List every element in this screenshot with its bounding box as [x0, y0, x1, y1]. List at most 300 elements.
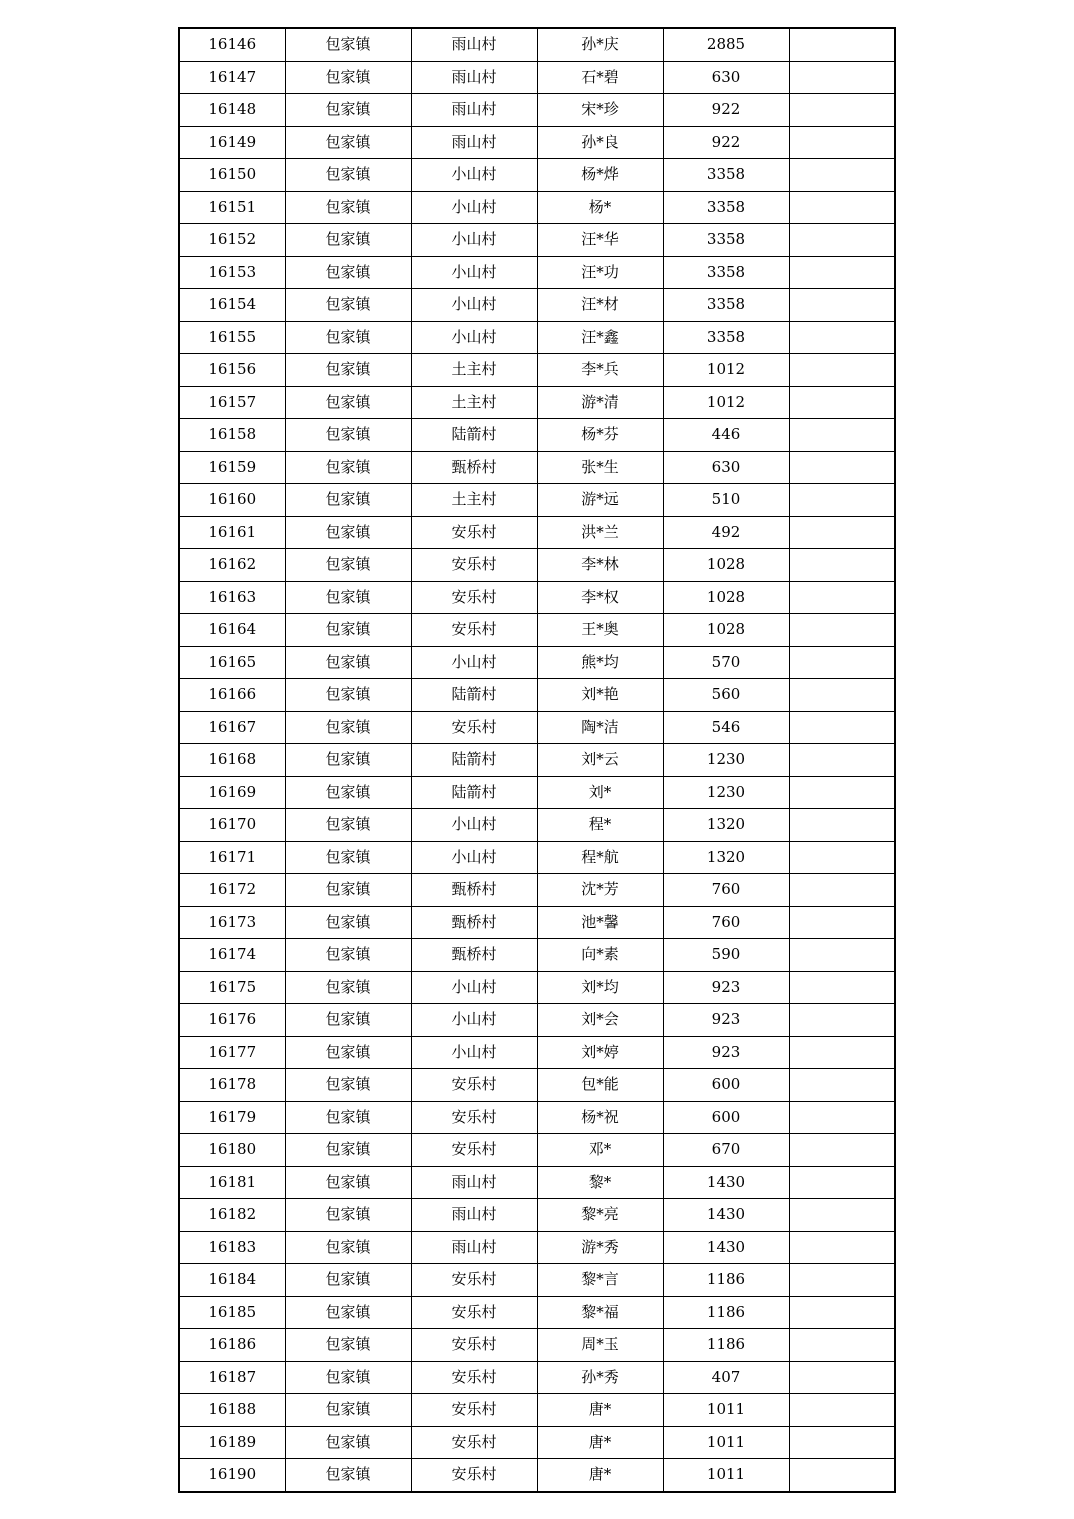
remark-cell — [789, 1166, 895, 1199]
amount-cell: 1186 — [663, 1329, 789, 1362]
remark-cell — [789, 776, 895, 809]
village-cell: 小山村 — [411, 809, 537, 842]
remark-cell — [789, 581, 895, 614]
village-cell: 小山村 — [411, 1036, 537, 1069]
village-cell: 雨山村 — [411, 94, 537, 127]
remark-cell — [789, 126, 895, 159]
town-cell: 包家镇 — [285, 256, 411, 289]
village-cell: 安乐村 — [411, 614, 537, 647]
name-cell: 黎* — [537, 1166, 663, 1199]
town-cell: 包家镇 — [285, 1361, 411, 1394]
table-row — [179, 1101, 895, 1134]
name-cell: 孙*良 — [537, 126, 663, 159]
town-cell: 包家镇 — [285, 711, 411, 744]
amount-cell: 1186 — [663, 1264, 789, 1297]
amount-cell: 3358 — [663, 289, 789, 322]
name-cell: 杨*芬 — [537, 419, 663, 452]
row-number-cell: 16167 — [179, 711, 285, 744]
name-cell: 汪*材 — [537, 289, 663, 322]
amount-cell: 3358 — [663, 256, 789, 289]
amount-cell: 1011 — [663, 1426, 789, 1459]
row-number-cell: 16189 — [179, 1426, 285, 1459]
row-number-cell: 16160 — [179, 484, 285, 517]
row-number-cell: 16186 — [179, 1329, 285, 1362]
village-cell: 小山村 — [411, 841, 537, 874]
village-cell: 土主村 — [411, 354, 537, 387]
town-cell: 包家镇 — [285, 191, 411, 224]
town-cell: 包家镇 — [285, 126, 411, 159]
table-row — [179, 159, 895, 192]
village-cell: 雨山村 — [411, 1199, 537, 1232]
table-row — [179, 1426, 895, 1459]
name-cell: 刘*云 — [537, 744, 663, 777]
amount-cell: 670 — [663, 1134, 789, 1167]
amount-cell: 923 — [663, 1004, 789, 1037]
village-cell: 小山村 — [411, 971, 537, 1004]
amount-cell: 600 — [663, 1069, 789, 1102]
remark-cell — [789, 516, 895, 549]
row-number-cell: 16178 — [179, 1069, 285, 1102]
town-cell: 包家镇 — [285, 484, 411, 517]
name-cell: 汪*华 — [537, 224, 663, 257]
row-number-cell: 16171 — [179, 841, 285, 874]
village-cell: 安乐村 — [411, 549, 537, 582]
remark-cell — [789, 289, 895, 322]
row-number-cell: 16173 — [179, 906, 285, 939]
town-cell: 包家镇 — [285, 1426, 411, 1459]
name-cell: 沈*芳 — [537, 874, 663, 907]
town-cell: 包家镇 — [285, 744, 411, 777]
village-cell: 雨山村 — [411, 61, 537, 94]
village-cell: 安乐村 — [411, 1426, 537, 1459]
table-row — [179, 809, 895, 842]
row-number-cell: 16155 — [179, 321, 285, 354]
village-cell: 小山村 — [411, 191, 537, 224]
row-number-cell: 16158 — [179, 419, 285, 452]
town-cell: 包家镇 — [285, 1231, 411, 1264]
table-row — [179, 1296, 895, 1329]
table-row — [179, 1329, 895, 1362]
town-cell: 包家镇 — [285, 906, 411, 939]
remark-cell — [789, 1069, 895, 1102]
village-cell: 小山村 — [411, 289, 537, 322]
town-cell: 包家镇 — [285, 1036, 411, 1069]
village-cell: 土主村 — [411, 484, 537, 517]
town-cell: 包家镇 — [285, 1394, 411, 1427]
village-cell: 陆箭村 — [411, 419, 537, 452]
name-cell: 程* — [537, 809, 663, 842]
table-row — [179, 289, 895, 322]
amount-cell: 1320 — [663, 809, 789, 842]
name-cell: 杨* — [537, 191, 663, 224]
name-cell: 李*林 — [537, 549, 663, 582]
amount-cell: 600 — [663, 1101, 789, 1134]
amount-cell: 630 — [663, 61, 789, 94]
row-number-cell: 16174 — [179, 939, 285, 972]
name-cell: 洪*兰 — [537, 516, 663, 549]
village-cell: 小山村 — [411, 159, 537, 192]
row-number-cell: 16150 — [179, 159, 285, 192]
table-row — [179, 191, 895, 224]
table-row — [179, 1361, 895, 1394]
name-cell: 汪*功 — [537, 256, 663, 289]
row-number-cell: 16177 — [179, 1036, 285, 1069]
remark-cell — [789, 451, 895, 484]
name-cell: 周*玉 — [537, 1329, 663, 1362]
amount-cell: 560 — [663, 679, 789, 712]
town-cell: 包家镇 — [285, 94, 411, 127]
village-cell: 安乐村 — [411, 1069, 537, 1102]
table-row — [179, 971, 895, 1004]
amount-cell: 922 — [663, 94, 789, 127]
row-number-cell: 16185 — [179, 1296, 285, 1329]
table-row — [179, 1199, 895, 1232]
amount-cell: 1186 — [663, 1296, 789, 1329]
row-number-cell: 16176 — [179, 1004, 285, 1037]
amount-cell: 590 — [663, 939, 789, 972]
table-row — [179, 126, 895, 159]
row-number-cell: 16182 — [179, 1199, 285, 1232]
town-cell: 包家镇 — [285, 939, 411, 972]
row-number-cell: 16190 — [179, 1459, 285, 1492]
remark-cell — [789, 159, 895, 192]
row-number-cell: 16166 — [179, 679, 285, 712]
remark-cell — [789, 386, 895, 419]
amount-cell: 1028 — [663, 549, 789, 582]
town-cell: 包家镇 — [285, 1199, 411, 1232]
name-cell: 邓* — [537, 1134, 663, 1167]
table-row — [179, 776, 895, 809]
name-cell: 宋*珍 — [537, 94, 663, 127]
name-cell: 池*馨 — [537, 906, 663, 939]
remark-cell — [789, 1296, 895, 1329]
table-row — [179, 939, 895, 972]
table-row — [179, 549, 895, 582]
remark-cell — [789, 874, 895, 907]
remark-cell — [789, 1426, 895, 1459]
town-cell: 包家镇 — [285, 549, 411, 582]
village-cell: 小山村 — [411, 1004, 537, 1037]
town-cell: 包家镇 — [285, 419, 411, 452]
table-row — [179, 354, 895, 387]
remark-cell — [789, 1231, 895, 1264]
name-cell: 孙*秀 — [537, 1361, 663, 1394]
table-row — [179, 1394, 895, 1427]
village-cell: 小山村 — [411, 646, 537, 679]
row-number-cell: 16165 — [179, 646, 285, 679]
amount-cell: 510 — [663, 484, 789, 517]
amount-cell: 546 — [663, 711, 789, 744]
village-cell: 安乐村 — [411, 1134, 537, 1167]
town-cell: 包家镇 — [285, 646, 411, 679]
row-number-cell: 16172 — [179, 874, 285, 907]
amount-cell: 446 — [663, 419, 789, 452]
amount-cell: 1011 — [663, 1459, 789, 1492]
row-number-cell: 16161 — [179, 516, 285, 549]
row-number-cell: 16156 — [179, 354, 285, 387]
village-cell: 雨山村 — [411, 1231, 537, 1264]
row-number-cell: 16146 — [179, 28, 285, 61]
town-cell: 包家镇 — [285, 809, 411, 842]
remark-cell — [789, 1004, 895, 1037]
remark-cell — [789, 744, 895, 777]
table-row — [179, 224, 895, 257]
amount-cell: 1430 — [663, 1166, 789, 1199]
table-row — [179, 1069, 895, 1102]
table-row — [179, 614, 895, 647]
name-cell: 李*兵 — [537, 354, 663, 387]
town-cell: 包家镇 — [285, 386, 411, 419]
town-cell: 包家镇 — [285, 971, 411, 1004]
amount-cell: 1230 — [663, 744, 789, 777]
table-row — [179, 874, 895, 907]
remark-cell — [789, 484, 895, 517]
name-cell: 黎*福 — [537, 1296, 663, 1329]
amount-cell: 1012 — [663, 354, 789, 387]
town-cell: 包家镇 — [285, 516, 411, 549]
row-number-cell: 16154 — [179, 289, 285, 322]
amount-cell: 922 — [663, 126, 789, 159]
table-row — [179, 451, 895, 484]
table-row — [179, 1036, 895, 1069]
remark-cell — [789, 256, 895, 289]
remark-cell — [789, 841, 895, 874]
name-cell: 唐* — [537, 1394, 663, 1427]
village-cell: 陆箭村 — [411, 679, 537, 712]
village-cell: 安乐村 — [411, 1361, 537, 1394]
name-cell: 黎*言 — [537, 1264, 663, 1297]
town-cell: 包家镇 — [285, 321, 411, 354]
village-cell: 安乐村 — [411, 711, 537, 744]
village-cell: 雨山村 — [411, 126, 537, 159]
remark-cell — [789, 1459, 895, 1492]
row-number-cell: 16175 — [179, 971, 285, 1004]
remark-cell — [789, 711, 895, 744]
town-cell: 包家镇 — [285, 1166, 411, 1199]
amount-cell: 1028 — [663, 581, 789, 614]
row-number-cell: 16162 — [179, 549, 285, 582]
table-row — [179, 386, 895, 419]
village-cell: 安乐村 — [411, 516, 537, 549]
remark-cell — [789, 971, 895, 1004]
amount-cell: 1012 — [663, 386, 789, 419]
row-number-cell: 16179 — [179, 1101, 285, 1134]
remark-cell — [789, 354, 895, 387]
table-row — [179, 516, 895, 549]
amount-cell: 3358 — [663, 224, 789, 257]
village-cell: 安乐村 — [411, 1394, 537, 1427]
table-row — [179, 28, 895, 61]
village-cell: 安乐村 — [411, 1459, 537, 1492]
row-number-cell: 16181 — [179, 1166, 285, 1199]
name-cell: 杨*烨 — [537, 159, 663, 192]
town-cell: 包家镇 — [285, 1069, 411, 1102]
row-number-cell: 16188 — [179, 1394, 285, 1427]
remark-cell — [789, 1361, 895, 1394]
town-cell: 包家镇 — [285, 1004, 411, 1037]
remark-cell — [789, 191, 895, 224]
remark-cell — [789, 646, 895, 679]
table-row — [179, 841, 895, 874]
name-cell: 游*秀 — [537, 1231, 663, 1264]
amount-cell: 2885 — [663, 28, 789, 61]
row-number-cell: 16187 — [179, 1361, 285, 1394]
town-cell: 包家镇 — [285, 1134, 411, 1167]
village-cell: 小山村 — [411, 321, 537, 354]
village-cell: 安乐村 — [411, 1101, 537, 1134]
row-number-cell: 16149 — [179, 126, 285, 159]
village-cell: 陆箭村 — [411, 744, 537, 777]
village-cell: 甄桥村 — [411, 874, 537, 907]
name-cell: 刘* — [537, 776, 663, 809]
name-cell: 刘*均 — [537, 971, 663, 1004]
name-cell: 王*奥 — [537, 614, 663, 647]
name-cell: 刘*会 — [537, 1004, 663, 1037]
name-cell: 杨*祝 — [537, 1101, 663, 1134]
remark-cell — [789, 939, 895, 972]
name-cell: 游*远 — [537, 484, 663, 517]
town-cell: 包家镇 — [285, 289, 411, 322]
remark-cell — [789, 1329, 895, 1362]
remark-cell — [789, 906, 895, 939]
table-row — [179, 61, 895, 94]
remark-cell — [789, 1394, 895, 1427]
table-row — [179, 711, 895, 744]
name-cell: 汪*鑫 — [537, 321, 663, 354]
table-row — [179, 1264, 895, 1297]
table-row — [179, 1166, 895, 1199]
amount-cell: 1230 — [663, 776, 789, 809]
name-cell: 孙*庆 — [537, 28, 663, 61]
town-cell: 包家镇 — [285, 1264, 411, 1297]
remark-cell — [789, 1134, 895, 1167]
remark-cell — [789, 419, 895, 452]
amount-cell: 630 — [663, 451, 789, 484]
name-cell: 游*清 — [537, 386, 663, 419]
data-table — [178, 27, 896, 1493]
remark-cell — [789, 679, 895, 712]
village-cell: 小山村 — [411, 224, 537, 257]
remark-cell — [789, 1199, 895, 1232]
remark-cell — [789, 614, 895, 647]
table-row — [179, 419, 895, 452]
town-cell: 包家镇 — [285, 614, 411, 647]
row-number-cell: 16163 — [179, 581, 285, 614]
town-cell: 包家镇 — [285, 776, 411, 809]
table-row — [179, 906, 895, 939]
name-cell: 刘*婷 — [537, 1036, 663, 1069]
amount-cell: 1320 — [663, 841, 789, 874]
name-cell: 陶*洁 — [537, 711, 663, 744]
village-cell: 甄桥村 — [411, 939, 537, 972]
town-cell: 包家镇 — [285, 1101, 411, 1134]
town-cell: 包家镇 — [285, 1459, 411, 1492]
remark-cell — [789, 224, 895, 257]
row-number-cell: 16159 — [179, 451, 285, 484]
table-row — [179, 256, 895, 289]
row-number-cell: 16164 — [179, 614, 285, 647]
remark-cell — [789, 1101, 895, 1134]
amount-cell: 3358 — [663, 321, 789, 354]
town-cell: 包家镇 — [285, 224, 411, 257]
amount-cell: 407 — [663, 1361, 789, 1394]
row-number-cell: 16168 — [179, 744, 285, 777]
village-cell: 安乐村 — [411, 581, 537, 614]
name-cell: 包*能 — [537, 1069, 663, 1102]
village-cell: 雨山村 — [411, 28, 537, 61]
name-cell: 黎*亮 — [537, 1199, 663, 1232]
amount-cell: 570 — [663, 646, 789, 679]
village-cell: 雨山村 — [411, 1166, 537, 1199]
town-cell: 包家镇 — [285, 354, 411, 387]
table-row — [179, 484, 895, 517]
amount-cell: 3358 — [663, 191, 789, 224]
village-cell: 陆箭村 — [411, 776, 537, 809]
table-body — [179, 28, 895, 1492]
row-number-cell: 16184 — [179, 1264, 285, 1297]
name-cell: 熊*均 — [537, 646, 663, 679]
name-cell: 唐* — [537, 1459, 663, 1492]
amount-cell: 1430 — [663, 1199, 789, 1232]
row-number-cell: 16148 — [179, 94, 285, 127]
remark-cell — [789, 28, 895, 61]
town-cell: 包家镇 — [285, 451, 411, 484]
name-cell: 向*素 — [537, 939, 663, 972]
remark-cell — [789, 809, 895, 842]
table-row — [179, 581, 895, 614]
village-cell: 安乐村 — [411, 1329, 537, 1362]
row-number-cell: 16183 — [179, 1231, 285, 1264]
town-cell: 包家镇 — [285, 679, 411, 712]
village-cell: 甄桥村 — [411, 906, 537, 939]
name-cell: 刘*艳 — [537, 679, 663, 712]
name-cell: 张*生 — [537, 451, 663, 484]
town-cell: 包家镇 — [285, 1296, 411, 1329]
remark-cell — [789, 321, 895, 354]
town-cell: 包家镇 — [285, 874, 411, 907]
row-number-cell: 16151 — [179, 191, 285, 224]
table-row — [179, 1231, 895, 1264]
town-cell: 包家镇 — [285, 159, 411, 192]
town-cell: 包家镇 — [285, 28, 411, 61]
row-number-cell: 16147 — [179, 61, 285, 94]
row-number-cell: 16152 — [179, 224, 285, 257]
remark-cell — [789, 549, 895, 582]
remark-cell — [789, 1264, 895, 1297]
row-number-cell: 16180 — [179, 1134, 285, 1167]
remark-cell — [789, 61, 895, 94]
row-number-cell: 16170 — [179, 809, 285, 842]
amount-cell: 923 — [663, 971, 789, 1004]
amount-cell: 1430 — [663, 1231, 789, 1264]
name-cell: 李*权 — [537, 581, 663, 614]
village-cell: 土主村 — [411, 386, 537, 419]
village-cell: 安乐村 — [411, 1296, 537, 1329]
amount-cell: 1011 — [663, 1394, 789, 1427]
amount-cell: 760 — [663, 874, 789, 907]
row-number-cell: 16157 — [179, 386, 285, 419]
table-row — [179, 1004, 895, 1037]
table-row — [179, 679, 895, 712]
remark-cell — [789, 1036, 895, 1069]
village-cell: 安乐村 — [411, 1264, 537, 1297]
village-cell: 小山村 — [411, 256, 537, 289]
town-cell: 包家镇 — [285, 1329, 411, 1362]
table-row — [179, 744, 895, 777]
amount-cell: 3358 — [663, 159, 789, 192]
amount-cell: 923 — [663, 1036, 789, 1069]
row-number-cell: 16169 — [179, 776, 285, 809]
